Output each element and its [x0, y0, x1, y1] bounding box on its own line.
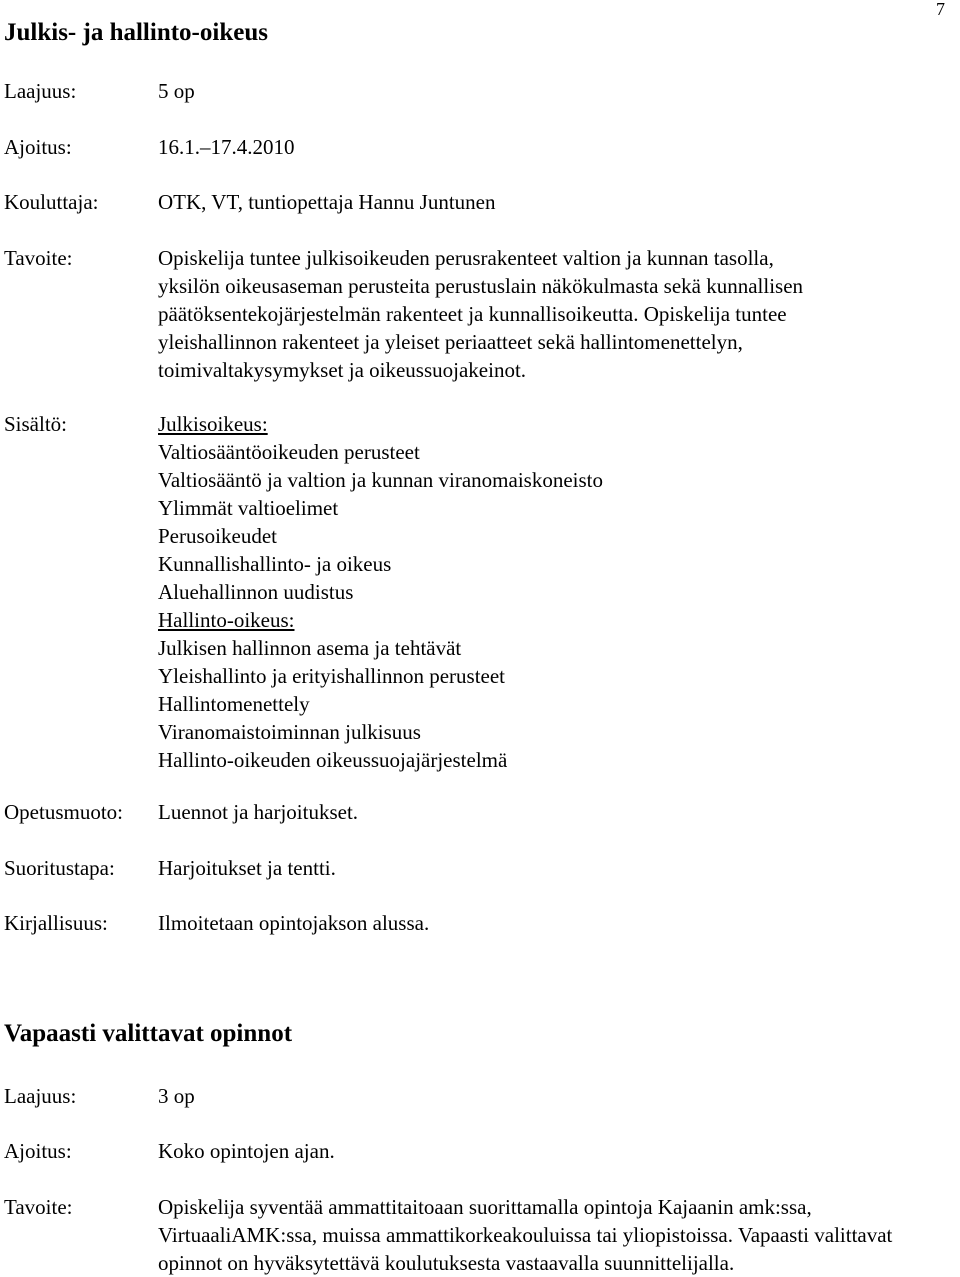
tavoite-line: yksilön oikeusaseman perusteita perustuslain näkökulmasta sekä kunnallisen [158, 274, 804, 298]
content-item: Aluehallinnon uudistus [158, 580, 354, 604]
tavoite-line: opinnot on hyväksytettävä koulutuksesta vastaavalla suunnittelijalla. [158, 1251, 735, 1275]
page-number: 7 [936, 0, 945, 19]
tavoite-line: VirtuaaliAMK:ssa, muissa ammattikorkeakouluissa tai yliopistoissa. Vapaasti valittavat [158, 1223, 893, 1247]
course-section-julkis-hallinto [4, 18, 956, 935]
field-label: Kouluttaja: [4, 190, 99, 214]
tavoite-line: Opiskelija syventää ammattitaitoaan suorittamalla opintoja Kajaanin amk:ssa, [158, 1195, 812, 1219]
content-item: Valtiosääntö ja valtion ja kunnan viranomaiskoneisto [158, 468, 603, 492]
content-subheading: Hallinto-oikeus: [158, 608, 295, 632]
field-label: Tavoite: [4, 246, 73, 270]
field-value: OTK, VT, tuntiopettaja Hannu Juntunen [158, 190, 496, 214]
content-item: Hallinto-oikeuden oikeussuojajärjestelmä [158, 748, 508, 772]
content-item: Valtiosääntöoikeuden perusteet [158, 440, 420, 464]
field-label: Suoritustapa: [4, 856, 115, 880]
field-label: Tavoite: [4, 1195, 73, 1219]
tavoite-line: toimivaltakysymykset ja oikeussuojakeinot. [158, 358, 527, 382]
content-item: Viranomaistoiminnan julkisuus [158, 720, 421, 744]
content-subheading: Julkisoikeus: [158, 412, 268, 436]
field-label: Sisältö: [4, 412, 68, 436]
field-label: Kirjallisuus: [4, 911, 108, 935]
course-section-vapaasti-valittavat [4, 1019, 956, 1275]
tavoite-line: yleishallinnon rakenteet ja yleiset periaatteet sekä hallintomenettelyn, [158, 330, 743, 354]
field-value: Ilmoitetaan opintojakson alussa. [158, 911, 430, 935]
section-title: Vapaasti valittavat opinnot [4, 1020, 293, 1047]
field-value: 3 op [158, 1084, 195, 1108]
content-item: Ylimmät valtioelimet [158, 496, 339, 520]
field-label: Laajuus: [4, 1084, 77, 1108]
content-item: Hallintomenettely [158, 692, 310, 716]
field-value: 5 op [158, 79, 195, 103]
field-label: Ajoitus: [4, 135, 72, 159]
content-item: Perusoikeudet [158, 524, 277, 548]
field-label: Opetusmuoto: [4, 800, 123, 824]
section-title: Julkis- ja hallinto-oikeus [4, 19, 268, 46]
field-value [158, 244, 958, 384]
tavoite-line: Opiskelija tuntee julkisoikeuden perusrakenteet valtion ja kunnan tasolla, [158, 246, 774, 270]
content-item: Yleishallinto ja erityishallinnon perusteet [158, 664, 506, 688]
field-value [158, 410, 958, 774]
content-item: Kunnallishallinto- ja oikeus [158, 552, 392, 576]
field-value: Luennot ja harjoitukset. [158, 800, 359, 824]
field-value: Harjoitukset ja tentti. [158, 856, 336, 880]
content-item: Julkisen hallinnon asema ja tehtävät [158, 636, 462, 660]
field-label: Ajoitus: [4, 1139, 72, 1163]
field-value: 16.1.–17.4.2010 [158, 135, 295, 159]
field-value [158, 1193, 958, 1277]
field-value: Koko opintojen ajan. [158, 1139, 335, 1163]
tavoite-line: päätöksentekojärjestelmän rakenteet ja kunnallisoikeutta. Opiskelija tuntee [158, 302, 787, 326]
field-label: Laajuus: [4, 79, 77, 103]
